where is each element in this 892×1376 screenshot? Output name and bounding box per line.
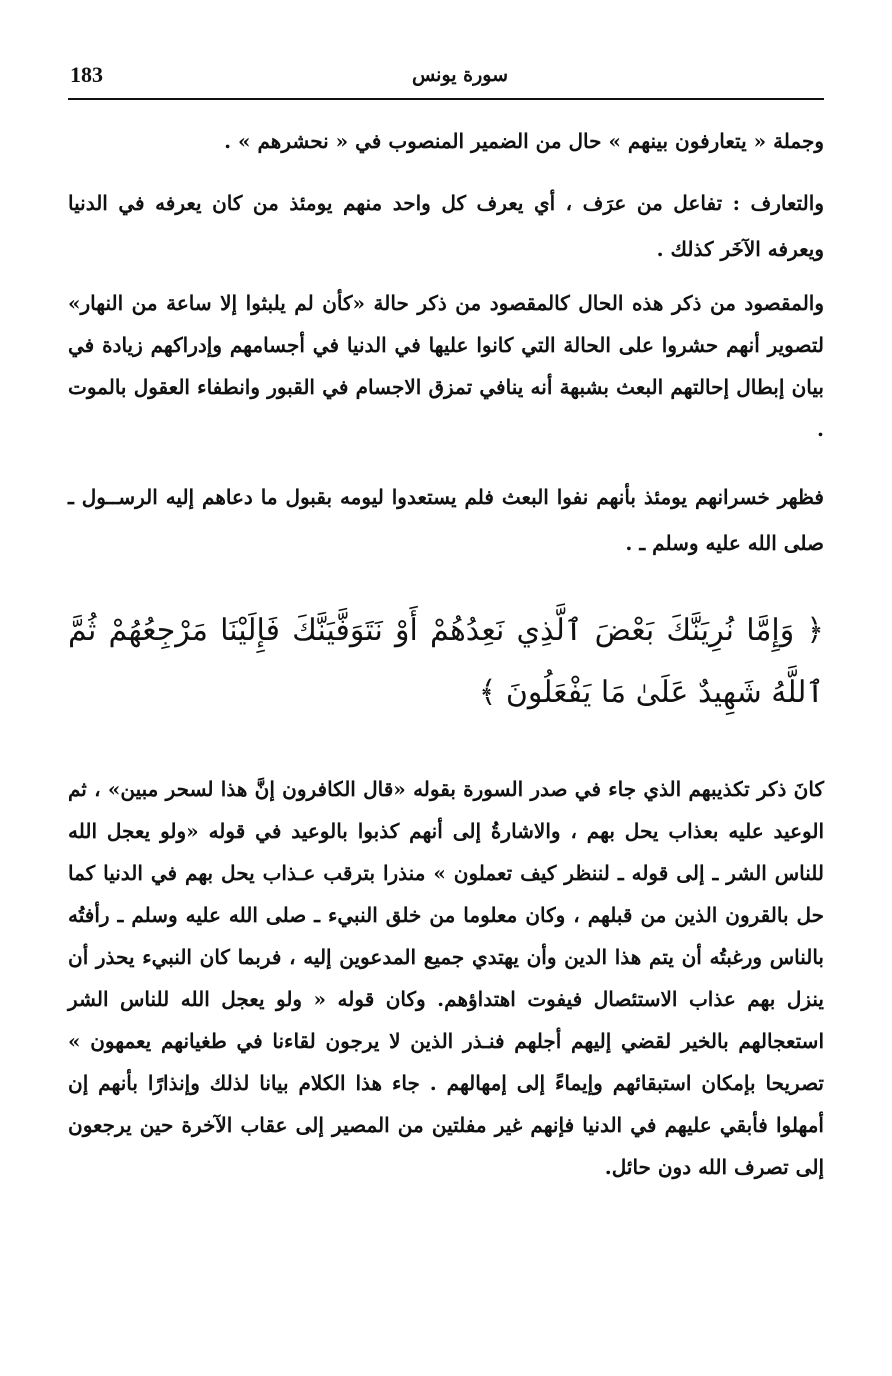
paragraph-1: وجملة « يتعارفون بينهم » حال من الضمير المنصوب في « نحشرهم » . xyxy=(224,129,824,153)
paragraph-3: والمقصود من ذكر هذه الحال كالمقصود من ذكر حالة «كأن لم يلبثوا إلا ساعة من النهار» لتصوير أنهم حشروا على الحالة التي كانوا عليها في الدنيا في أجسامهم وإدراكهم زيادة في بيان إبطال إحالتهم البعث بشبهة أنه ينافي تمزق الاجسام في القبور وانطفاء العقول بالموت . xyxy=(68,291,824,441)
paragraph-2: والتعارف : تفاعل من عرَف ، أي يعرف كل واحد منهم يومئذ من كان يعرفه في الدنيا ويعرفه الآخَر كذلك . xyxy=(68,191,824,261)
running-header-title: سورة يونس xyxy=(411,64,509,86)
commentary-paragraph: كانَ ذكر تكذيبهم الذي جاء في صدر السورة بقوله «قال الكافرون إنَّ هذا لسحر مبين» ، ثم الوعيد عليه بعذاب يحل بهم ، والاشارةُ إلى أنهم كذبوا بالوعيد في قوله «ولو يعجل الله للناس الشر ـ إلى قوله ـ لننظر كيف تعملون » منذرا بترقب عـذاب يحل بهم في الدنيا كما حل بالقرون الذين من قبلهم ، وكان معلوما من خلق النبيء ـ صلى الله عليه وسلم ـ رأفتُه بالناس ورغبتُه أن يتم هذا الدين وأن يهتدي جميع المدعوين إليه ، فربما كان النبيء يحذر أن ينزل بهم عذاب الاستئصال فيفوت اهتداؤهم. وكان قوله « ولو يعجل الله للناس الشر استعجالهم بالخير لقضي إليهم أجلهم فنـذر الذين لا يرجون لقاءنا في طغيانهم يعمهون » تصريحا بإمكان استبقائهم وإيماءً إلى إمهالهم . جاء هذا الكلام بيانا لذلك وإنذارًا بأنهم إن أمهلوا فأبقي عليهم في الدنيا فإنهم غير مفلتين من المصير إلى عقاب الآخرة حين يرجعون إلى تصرف الله دون حائل. xyxy=(68,777,824,1179)
quran-verse: ﴿ وَإِمَّا نُرِيَنَّكَ بَعْضَ ٱلَّذِي نَعِدُهُمْ أَوْ نَتَوَفَّيَنَّكَ فَإِلَيْنَا مَرْجِعُهُمْ ثُمَّ ٱللَّهُ شَهِيدٌ عَلَىٰ مَا يَفْعَلُونَ ﴾ xyxy=(68,613,824,710)
header-rule xyxy=(68,98,824,100)
paragraph-4: فظهر خسرانهم يومئذ بأنهم نفوا البعث فلم يستعدوا ليومه بقبول ما دعاهم إليه الرســول ـ صلى الله عليه وسلم ـ . xyxy=(68,485,824,555)
page-number: 183 xyxy=(70,62,103,87)
